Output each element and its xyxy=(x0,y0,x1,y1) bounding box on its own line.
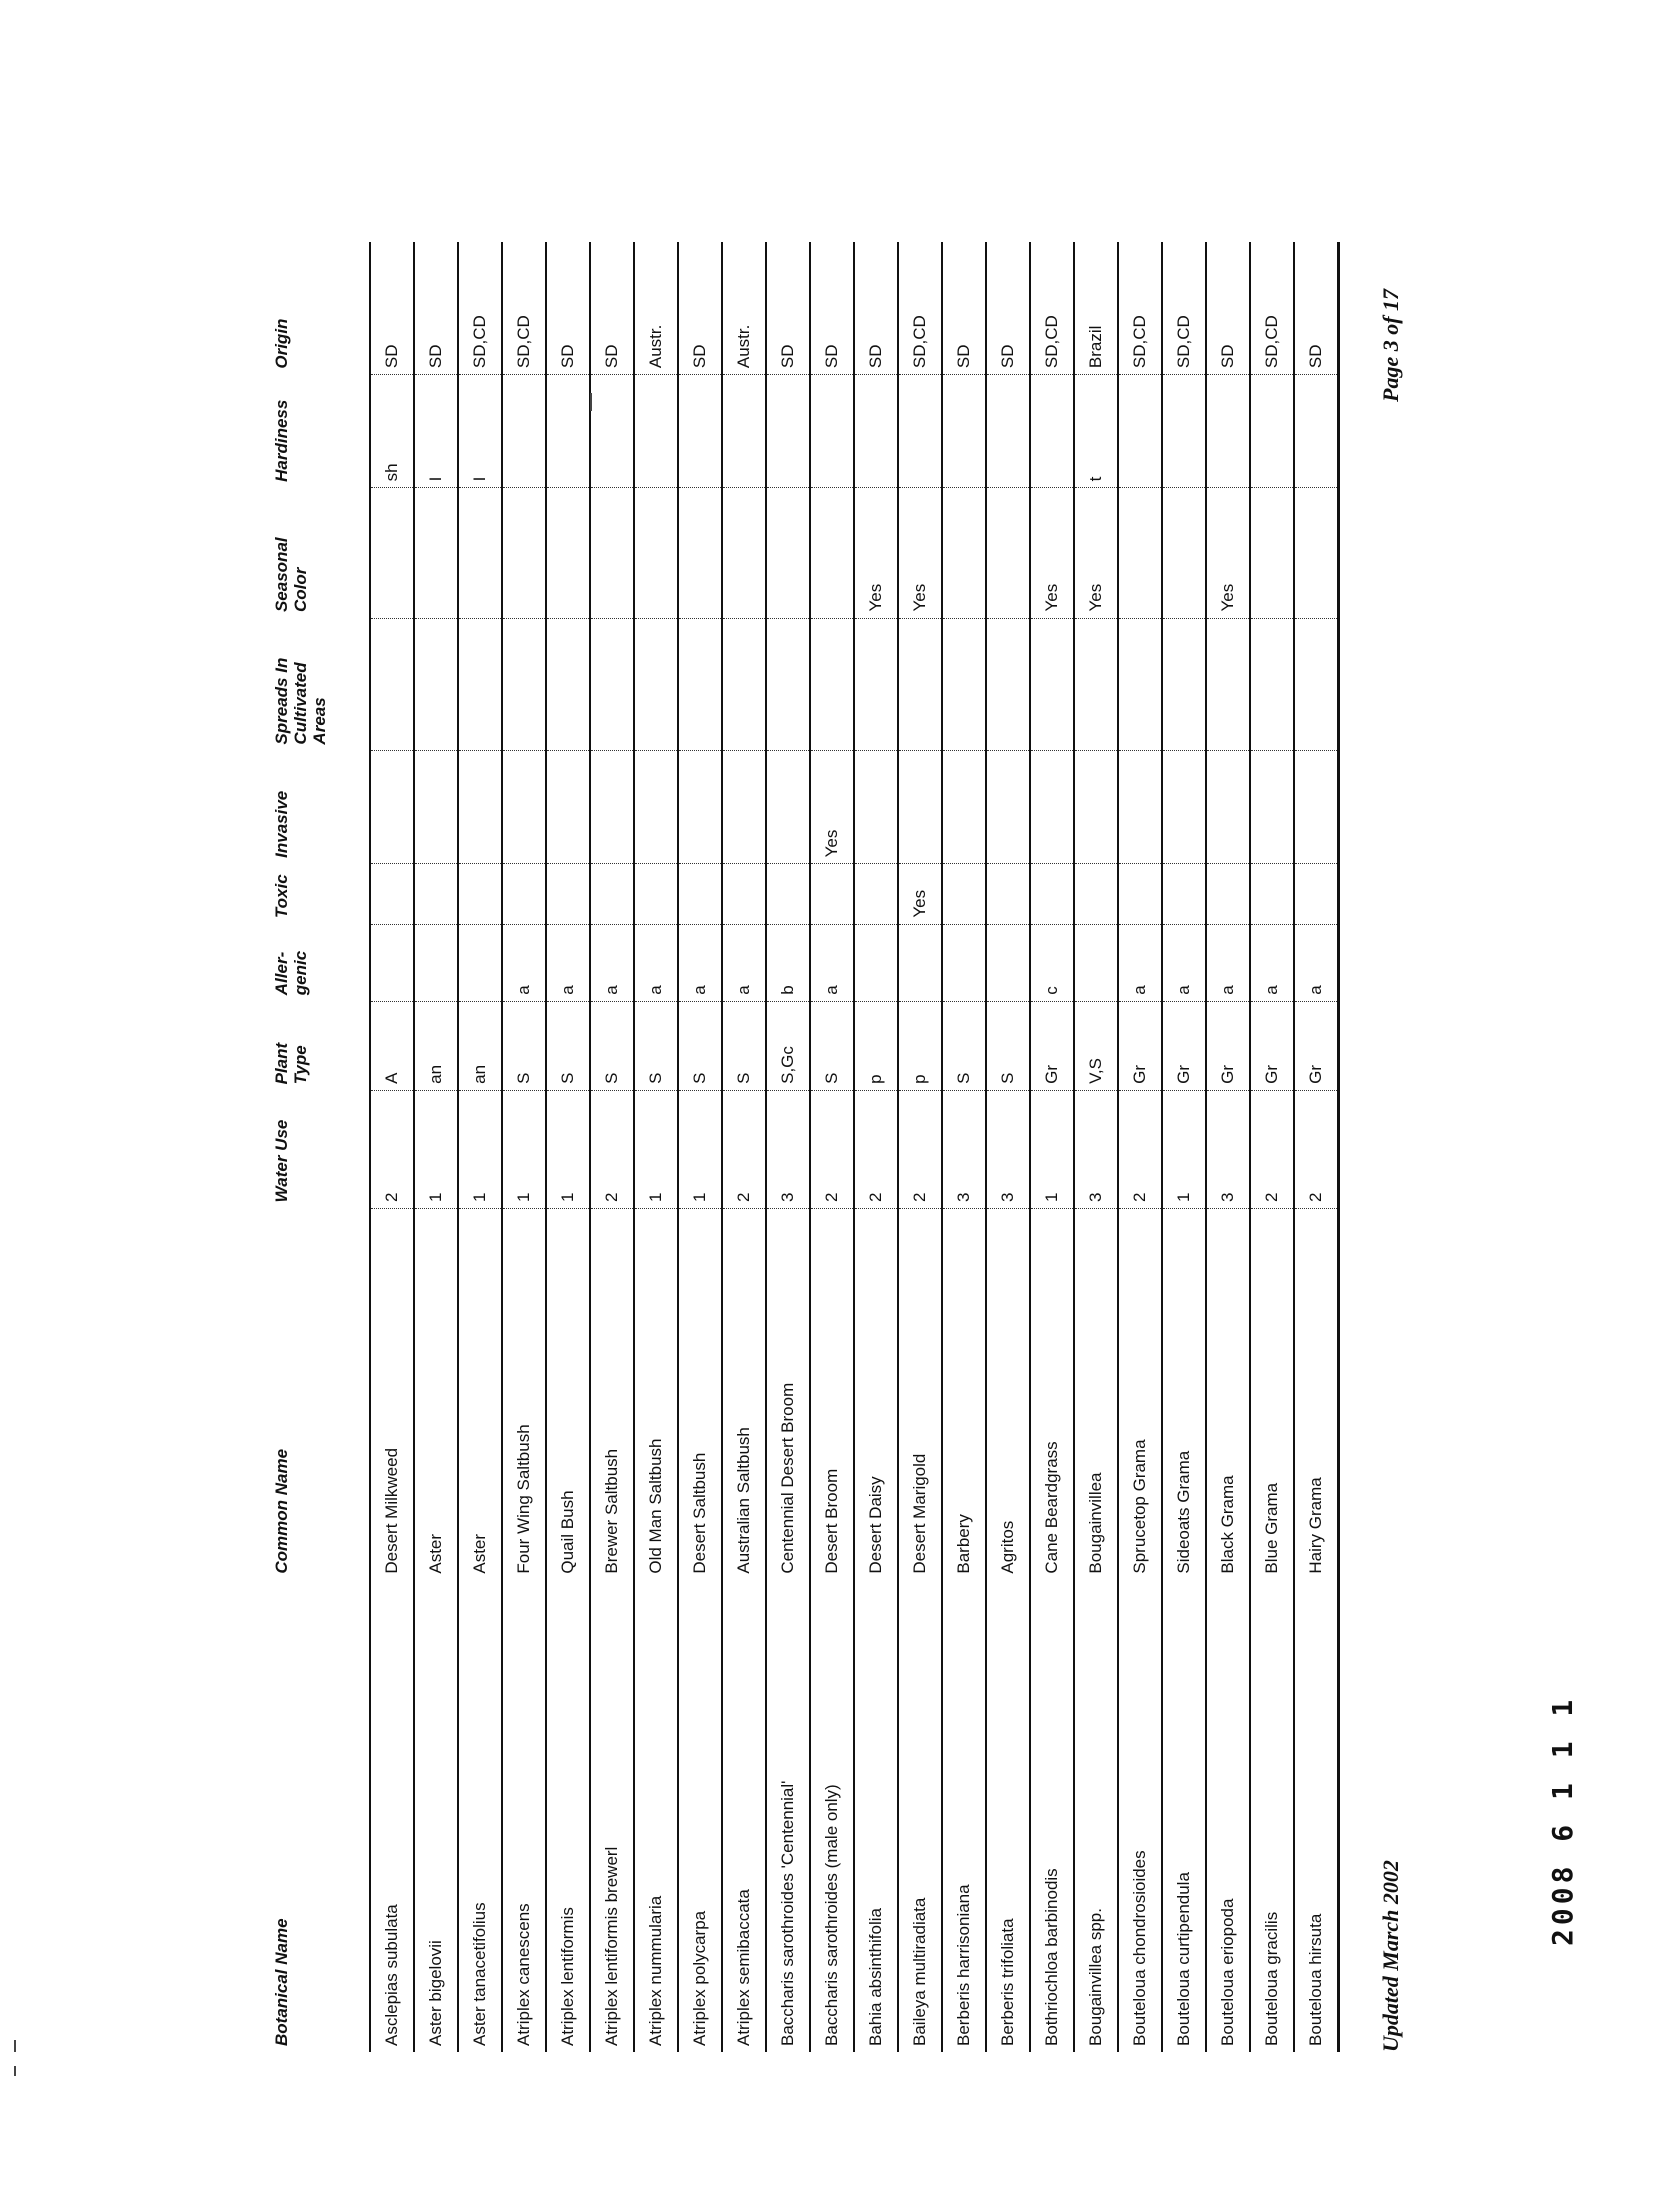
column-header: Hardiness xyxy=(272,399,291,482)
cell-hardiness xyxy=(678,375,722,488)
cell-toxic xyxy=(986,864,1030,924)
cell-botanical: Bougainvillea spp. xyxy=(1086,1908,1105,2046)
cell-allergenic: b xyxy=(766,924,810,1001)
cell-seasonal xyxy=(590,488,634,618)
cell-spreads xyxy=(986,618,1030,751)
cell-toxic xyxy=(502,864,546,924)
cell-type: S xyxy=(546,1001,590,1090)
cell-type: Gr xyxy=(1250,1001,1294,1090)
cell-type: S xyxy=(986,1001,1030,1090)
cell-hardiness xyxy=(854,375,898,488)
table-row xyxy=(810,242,854,2052)
cell-botanical: Baccharis sarothroides (male only) xyxy=(822,1784,841,2046)
cell-botanical: Bouteloua chondrosioides xyxy=(1130,1850,1149,2046)
cell-allergenic xyxy=(986,924,1030,1001)
table-row xyxy=(1206,242,1250,2052)
cell-invasive xyxy=(546,751,590,864)
cell-spreads xyxy=(1074,618,1118,751)
cell-hardiness xyxy=(766,375,810,488)
cell-spreads xyxy=(502,618,546,751)
cell-water: 1 xyxy=(1030,1090,1074,1208)
table-row xyxy=(1162,242,1206,2052)
table-row xyxy=(1074,242,1118,2052)
table-row xyxy=(458,242,502,2052)
cell-allergenic: a xyxy=(634,924,678,1001)
cell-water: 2 xyxy=(590,1090,634,1208)
cell-seasonal xyxy=(370,488,414,618)
cell-botanical: Atriplex canescens xyxy=(514,1903,533,2046)
cell-botanical: Aster bigelovii xyxy=(426,1940,445,2046)
table-row xyxy=(502,242,546,2052)
table-row xyxy=(634,242,678,2052)
cell-water: 1 xyxy=(458,1090,502,1208)
cell-allergenic: a xyxy=(1250,924,1294,1001)
scan-speck xyxy=(14,2040,16,2052)
cell-hardiness xyxy=(986,375,1030,488)
cell-common: Sprucetop Grama xyxy=(1130,1439,1149,1574)
cell-type: S,Gc xyxy=(766,1001,810,1090)
column-header: Origin xyxy=(272,318,291,369)
cell-seasonal xyxy=(766,488,810,618)
cell-seasonal xyxy=(1162,488,1206,618)
cell-water: 3 xyxy=(1074,1090,1118,1208)
column-header: Common Name xyxy=(272,1448,291,1574)
cell-invasive xyxy=(634,751,678,864)
cell-type: an xyxy=(414,1001,458,1090)
cell-water: 2 xyxy=(1118,1090,1162,1208)
cell-allergenic: a xyxy=(590,924,634,1001)
cell-hardiness xyxy=(1206,375,1250,488)
cell-botanical: Berberis harrisoniana xyxy=(954,1884,973,2046)
cell-botanical: Atriplex polycarpa xyxy=(690,1910,709,2046)
cell-common: Desert Daisy xyxy=(866,1476,885,1574)
cell-seasonal xyxy=(1294,488,1339,618)
cell-spreads xyxy=(722,618,766,751)
table-row xyxy=(1250,242,1294,2052)
table-row xyxy=(854,242,898,2052)
cell-hardiness: t xyxy=(1074,375,1118,488)
cell-botanical: Atriplex lentiformis xyxy=(558,1907,577,2046)
cell-seasonal: Yes xyxy=(1074,488,1118,618)
cell-origin: SD xyxy=(854,242,898,375)
cell-botanical: Atriplex lentiformis brewerl xyxy=(602,1846,621,2046)
scan-speck xyxy=(14,2066,16,2076)
cell-spreads xyxy=(1030,618,1074,751)
cell-origin: SD xyxy=(678,242,722,375)
cell-seasonal xyxy=(942,488,986,618)
cell-seasonal xyxy=(678,488,722,618)
cell-invasive xyxy=(854,751,898,864)
cell-toxic xyxy=(1294,864,1339,924)
cell-seasonal xyxy=(634,488,678,618)
cell-common: Hairy Grama xyxy=(1306,1477,1325,1574)
cell-hardiness xyxy=(898,375,942,488)
cell-water: 1 xyxy=(546,1090,590,1208)
column-header: Plant Type xyxy=(272,1042,310,1085)
cell-botanical: Atriplex nummularia xyxy=(646,1895,665,2046)
updated-date: Updated March 2002 xyxy=(1378,1860,1403,2052)
table-header-row xyxy=(250,242,370,2052)
table-row xyxy=(986,242,1030,2052)
table-row xyxy=(546,242,590,2052)
cell-botanical: Asclepias subulata xyxy=(382,1904,401,2046)
cell-type: Gr xyxy=(1206,1001,1250,1090)
table-row xyxy=(678,242,722,2052)
cell-type: an xyxy=(458,1001,502,1090)
column-header: Botanical Name xyxy=(272,1918,291,2046)
cell-common: Barbery xyxy=(954,1514,973,1574)
cell-origin: SD,CD xyxy=(1030,242,1074,375)
cell-water: 1 xyxy=(1162,1090,1206,1208)
column-header: Toxic xyxy=(272,874,291,919)
cell-common: Agritos xyxy=(998,1520,1017,1574)
cell-invasive xyxy=(502,751,546,864)
cell-invasive xyxy=(1250,751,1294,864)
cell-toxic xyxy=(634,864,678,924)
cell-common: Blue Grama xyxy=(1262,1482,1281,1574)
cell-water: 1 xyxy=(414,1090,458,1208)
cell-invasive xyxy=(722,751,766,864)
cell-spreads xyxy=(1162,618,1206,751)
cell-toxic xyxy=(766,864,810,924)
table-row xyxy=(1294,242,1339,2052)
cell-origin: SD xyxy=(942,242,986,375)
cell-origin: SD xyxy=(1206,242,1250,375)
cell-hardiness xyxy=(810,375,854,488)
cell-origin: Brazil xyxy=(1074,242,1118,375)
cell-type: S xyxy=(634,1001,678,1090)
cell-botanical: Bothriochloa barbinodis xyxy=(1042,1868,1061,2046)
cell-origin: SD xyxy=(590,242,634,375)
cell-hardiness xyxy=(590,375,634,488)
table-row xyxy=(898,242,942,2052)
cell-type: V,S xyxy=(1074,1001,1118,1090)
cell-allergenic: c xyxy=(1030,924,1074,1001)
cell-toxic xyxy=(458,864,502,924)
cell-toxic xyxy=(414,864,458,924)
cell-water: 2 xyxy=(370,1090,414,1208)
cell-type: S xyxy=(590,1001,634,1090)
cell-seasonal xyxy=(810,488,854,618)
cell-water: 2 xyxy=(810,1090,854,1208)
cell-spreads xyxy=(766,618,810,751)
cell-spreads xyxy=(1250,618,1294,751)
table-row xyxy=(722,242,766,2052)
cell-type: S xyxy=(722,1001,766,1090)
cell-seasonal xyxy=(502,488,546,618)
cell-allergenic: a xyxy=(502,924,546,1001)
cell-toxic: Yes xyxy=(898,864,942,924)
cell-spreads xyxy=(590,618,634,751)
cell-toxic xyxy=(1118,864,1162,924)
cell-origin: SD xyxy=(810,242,854,375)
plant-table xyxy=(250,242,1340,2052)
cell-water: 2 xyxy=(898,1090,942,1208)
cell-hardiness xyxy=(1030,375,1074,488)
cell-seasonal xyxy=(722,488,766,618)
cell-botanical: Baccharis sarothroides 'Centennial' xyxy=(778,1780,797,2046)
table-row xyxy=(1118,242,1162,2052)
table-row xyxy=(590,242,634,2052)
cell-hardiness: sh xyxy=(370,375,414,488)
cell-toxic xyxy=(722,864,766,924)
cell-spreads xyxy=(942,618,986,751)
cell-toxic xyxy=(1162,864,1206,924)
scan-speck xyxy=(590,393,592,411)
cell-seasonal xyxy=(1250,488,1294,618)
table-row xyxy=(766,242,810,2052)
cell-toxic xyxy=(1250,864,1294,924)
cell-invasive xyxy=(414,751,458,864)
cell-toxic xyxy=(942,864,986,924)
cell-hardiness xyxy=(1118,375,1162,488)
cell-allergenic: a xyxy=(678,924,722,1001)
column-header: Invasive xyxy=(272,790,291,858)
cell-invasive xyxy=(942,751,986,864)
cell-toxic xyxy=(678,864,722,924)
table-row xyxy=(414,242,458,2052)
cell-origin: SD,CD xyxy=(898,242,942,375)
cell-spreads xyxy=(634,618,678,751)
cell-hardiness xyxy=(722,375,766,488)
cell-water: 2 xyxy=(854,1090,898,1208)
cell-invasive xyxy=(1030,751,1074,864)
cell-origin: SD,CD xyxy=(502,242,546,375)
cell-origin: SD,CD xyxy=(458,242,502,375)
cell-allergenic: a xyxy=(722,924,766,1001)
cell-common: Desert Broom xyxy=(822,1468,841,1574)
cell-allergenic xyxy=(458,924,502,1001)
cell-spreads xyxy=(678,618,722,751)
column-header: Spreads In Cultivated Areas xyxy=(272,657,329,745)
cell-botanical: Aster tanacetifolius xyxy=(470,1902,489,2046)
cell-spreads xyxy=(898,618,942,751)
cell-allergenic: a xyxy=(1162,924,1206,1001)
cell-common: Desert Marigold xyxy=(910,1453,929,1574)
cell-water: 1 xyxy=(502,1090,546,1208)
cell-spreads xyxy=(414,618,458,751)
table-row xyxy=(370,242,414,2052)
cell-spreads xyxy=(854,618,898,751)
cell-seasonal xyxy=(546,488,590,618)
cell-invasive xyxy=(590,751,634,864)
cell-invasive xyxy=(986,751,1030,864)
cell-seasonal xyxy=(458,488,502,618)
column-header: Seasonal Color xyxy=(272,537,310,613)
cell-seasonal xyxy=(1118,488,1162,618)
cell-hardiness xyxy=(634,375,678,488)
cell-water: 3 xyxy=(942,1090,986,1208)
cell-common: Aster xyxy=(470,1533,489,1574)
cell-allergenic: a xyxy=(1206,924,1250,1001)
cell-common: Black Grama xyxy=(1218,1475,1237,1574)
cell-invasive xyxy=(1074,751,1118,864)
cell-allergenic xyxy=(854,924,898,1001)
cell-origin: SD,CD xyxy=(1118,242,1162,375)
cell-water: 1 xyxy=(678,1090,722,1208)
cell-type: p xyxy=(854,1001,898,1090)
cell-origin: SD,CD xyxy=(1162,242,1206,375)
cell-common: Bougainvillea xyxy=(1086,1472,1105,1574)
cell-spreads xyxy=(810,618,854,751)
table-row xyxy=(942,242,986,2052)
cell-toxic xyxy=(370,864,414,924)
cell-spreads xyxy=(1118,618,1162,751)
cell-water: 2 xyxy=(1294,1090,1339,1208)
cell-hardiness: I xyxy=(458,375,502,488)
cell-toxic xyxy=(810,864,854,924)
cell-water: 3 xyxy=(766,1090,810,1208)
cell-invasive xyxy=(766,751,810,864)
cell-type: Gr xyxy=(1030,1001,1074,1090)
cell-invasive xyxy=(678,751,722,864)
cell-seasonal xyxy=(414,488,458,618)
cell-origin: SD xyxy=(986,242,1030,375)
cell-seasonal: Yes xyxy=(1030,488,1074,618)
cell-seasonal: Yes xyxy=(1206,488,1250,618)
cell-water: 3 xyxy=(1206,1090,1250,1208)
table-row xyxy=(1030,242,1074,2052)
cell-allergenic xyxy=(942,924,986,1001)
cell-water: 1 xyxy=(634,1090,678,1208)
cell-allergenic: a xyxy=(546,924,590,1001)
cell-type: S xyxy=(810,1001,854,1090)
cell-allergenic xyxy=(414,924,458,1001)
cell-allergenic xyxy=(1074,924,1118,1001)
cell-toxic xyxy=(1074,864,1118,924)
cell-invasive xyxy=(370,751,414,864)
cell-common: Cane Beardgrass xyxy=(1042,1441,1061,1574)
cell-common: Australian Saltbush xyxy=(734,1427,753,1574)
cell-invasive xyxy=(1294,751,1339,864)
cell-toxic xyxy=(1206,864,1250,924)
cell-origin: Austr. xyxy=(722,242,766,375)
cell-seasonal: Yes xyxy=(854,488,898,618)
cell-type: Gr xyxy=(1294,1001,1339,1090)
cell-hardiness xyxy=(1162,375,1206,488)
cell-common: Four Wing Saltbush xyxy=(514,1424,533,1574)
cell-hardiness xyxy=(1294,375,1339,488)
cell-type: S xyxy=(942,1001,986,1090)
column-header: Water Use xyxy=(272,1119,291,1203)
cell-hardiness xyxy=(546,375,590,488)
cell-botanical: Bouteloua eriopoda xyxy=(1218,1898,1237,2046)
cell-toxic xyxy=(590,864,634,924)
cell-spreads xyxy=(1206,618,1250,751)
cell-origin: SD xyxy=(414,242,458,375)
cell-type: Gr xyxy=(1118,1001,1162,1090)
cell-water: 3 xyxy=(986,1090,1030,1208)
cell-seasonal: Yes xyxy=(898,488,942,618)
cell-hardiness xyxy=(502,375,546,488)
cell-spreads xyxy=(458,618,502,751)
cell-invasive xyxy=(898,751,942,864)
cell-invasive xyxy=(458,751,502,864)
cell-origin: SD xyxy=(370,242,414,375)
cell-allergenic: a xyxy=(1294,924,1339,1001)
cell-toxic xyxy=(546,864,590,924)
cell-common: Brewer Saltbush xyxy=(602,1448,621,1574)
cell-botanical: Bouteloua curtipendula xyxy=(1174,1872,1193,2046)
cell-type: p xyxy=(898,1001,942,1090)
cell-hardiness: I xyxy=(414,375,458,488)
cell-origin: SD xyxy=(766,242,810,375)
table-body xyxy=(370,242,1339,2052)
cell-invasive: Yes xyxy=(810,751,854,864)
cell-spreads xyxy=(546,618,590,751)
stamp-mark: 2008 6 1 1 1 xyxy=(1546,1695,1579,1946)
cell-botanical: Berberis trifoliata xyxy=(998,1918,1017,2046)
cell-type: A xyxy=(370,1001,414,1090)
cell-invasive xyxy=(1118,751,1162,864)
cell-allergenic: a xyxy=(1118,924,1162,1001)
cell-toxic xyxy=(854,864,898,924)
cell-invasive xyxy=(1162,751,1206,864)
cell-origin: SD xyxy=(1294,242,1339,375)
cell-botanical: Atriplex semibaccata xyxy=(734,1889,753,2046)
page-number: Page 3 of 17 xyxy=(1378,288,1403,402)
cell-origin: SD xyxy=(546,242,590,375)
cell-spreads xyxy=(370,618,414,751)
cell-origin: Austr. xyxy=(634,242,678,375)
cell-type: S xyxy=(502,1001,546,1090)
cell-type: Gr xyxy=(1162,1001,1206,1090)
cell-botanical: Baileya multiradiata xyxy=(910,1897,929,2046)
cell-common: Sideoats Grama xyxy=(1174,1450,1193,1574)
column-header: Aller- genic xyxy=(272,950,310,996)
cell-botanical: Bouteloua gracilis xyxy=(1262,1911,1281,2046)
cell-botanical: Bouteloua hirsuta xyxy=(1306,1913,1325,2046)
cell-spreads xyxy=(1294,618,1339,751)
cell-origin: SD,CD xyxy=(1250,242,1294,375)
cell-common: Old Man Saltbush xyxy=(646,1438,665,1574)
cell-allergenic: a xyxy=(810,924,854,1001)
cell-allergenic xyxy=(898,924,942,1001)
cell-water: 2 xyxy=(722,1090,766,1208)
cell-common: Desert Saltbush xyxy=(690,1452,709,1574)
cell-type: S xyxy=(678,1001,722,1090)
cell-seasonal xyxy=(986,488,1030,618)
cell-botanical: Bahia absinthifolia xyxy=(866,1908,885,2046)
cell-common: Quail Bush xyxy=(558,1490,577,1574)
cell-common: Centennial Desert Broom xyxy=(778,1382,797,1574)
cell-hardiness xyxy=(942,375,986,488)
cell-common: Desert Milkweed xyxy=(382,1447,401,1574)
cell-allergenic xyxy=(370,924,414,1001)
cell-invasive xyxy=(1206,751,1250,864)
cell-water: 2 xyxy=(1250,1090,1294,1208)
cell-common: Aster xyxy=(426,1533,445,1574)
cell-hardiness xyxy=(1250,375,1294,488)
cell-toxic xyxy=(1030,864,1074,924)
